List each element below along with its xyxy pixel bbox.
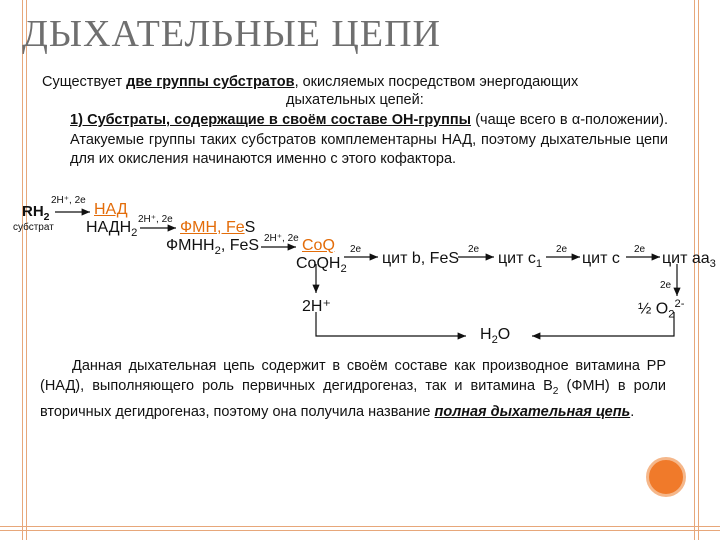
rh2-label — [22, 203, 50, 223]
electron-label-5: 2e — [660, 280, 672, 291]
conclusion-text-1: Данная дыхательная цепь содержит в своём составе как производное витамина PP (НАД), выполняющего роль первичных дегидрогеназ, так и витамина B — [40, 358, 666, 394]
electron-label-2: 2e — [468, 244, 480, 255]
water-text: H — [480, 326, 492, 343]
intro-line-2: дыхательных цепей: — [286, 92, 424, 108]
fmn-fes-text: ФМН, Fe — [180, 219, 245, 236]
nad-label: НАД — [94, 201, 128, 218]
water-subscript: 2 — [491, 334, 498, 347]
cyt-c1-label — [498, 250, 542, 270]
coqh2-subscript: 2 — [340, 263, 347, 276]
oxygen-label — [638, 298, 684, 321]
intro-text: Существует — [42, 74, 127, 90]
rh2-subscript: 2 — [43, 211, 50, 223]
cyt-aa3-subscript: 3 — [709, 258, 716, 271]
coqh2-label — [296, 255, 347, 275]
electron-label-4: 2e — [634, 244, 646, 255]
coqh2-text: CoQH — [296, 255, 341, 272]
decorative-orange-circle — [646, 457, 686, 497]
coq-label: CoQ — [302, 237, 335, 254]
cyt-c-label: цит c — [582, 250, 620, 267]
intro-text-tail: , окисляемых посредством энергодающих — [294, 74, 579, 90]
oxygen-superscript: 2- — [674, 298, 685, 310]
conclusion-emphasis: полная дыхательная цепь — [434, 403, 631, 420]
oxygen-subscript: 2 — [668, 308, 675, 321]
substrate-label: субстрат — [13, 222, 54, 233]
vitamin-subscript: 2 — [552, 385, 559, 397]
oxygen-text: ½ O — [638, 300, 669, 318]
fmn-fes-tail: S — [244, 219, 256, 236]
water-label — [480, 326, 510, 346]
protons-label: 2H⁺ — [302, 298, 331, 315]
nadh2-text: НАДН — [86, 219, 132, 236]
fmnh2-subscript: 2 — [214, 245, 221, 258]
step2-label: 2H⁺, 2e — [138, 214, 173, 225]
cyt-aa3-text: цит aa — [662, 250, 710, 267]
step1-label: 2H⁺, 2e — [51, 195, 86, 206]
fmn-fes-label — [180, 219, 255, 237]
conclusion-end: . — [630, 403, 635, 420]
slide-title: ДЫХАТЕЛЬНЫЕ ЦЕПИ — [22, 13, 441, 55]
fmnh2-text: ФМНН — [166, 237, 215, 254]
step3-label: 2H⁺, 2e — [264, 233, 299, 244]
fmnh2-label — [166, 237, 259, 257]
nadh2-label — [86, 219, 137, 239]
conclusion-text-2: (ФМН) в роли вторичных дегидрогеназ, поэтому она получила название — [40, 378, 667, 420]
electron-label-1: 2e — [350, 244, 362, 255]
rh2-text: RH — [22, 203, 44, 220]
water-tail: O — [497, 326, 511, 343]
electron-label-3: 2e — [556, 244, 568, 255]
fmnh2-tail: , FeS — [220, 237, 260, 254]
intro-bold-text: две группы субстратов — [126, 74, 295, 90]
group1-heading: 1) Субстраты, содержащие в своём составе ОН-группы — [70, 112, 471, 128]
cyt-b-label: цит b, FeS — [382, 250, 460, 267]
arrow-protons-water — [316, 312, 466, 336]
conclusion-paragraph — [40, 356, 666, 422]
cyt-c1-text: цит c — [498, 250, 536, 267]
cyt-c1-subscript: 1 — [535, 258, 543, 271]
nadh2-subscript: 2 — [131, 227, 138, 240]
group1-text: (чаще всего в α-положении). Атакуемые группы таких субстратов комплементарны НАД, поэтому дыхательные цепи для их окисления начинаются именно с этого кофактора. — [70, 112, 668, 167]
cyt-aa3-label — [662, 250, 716, 270]
